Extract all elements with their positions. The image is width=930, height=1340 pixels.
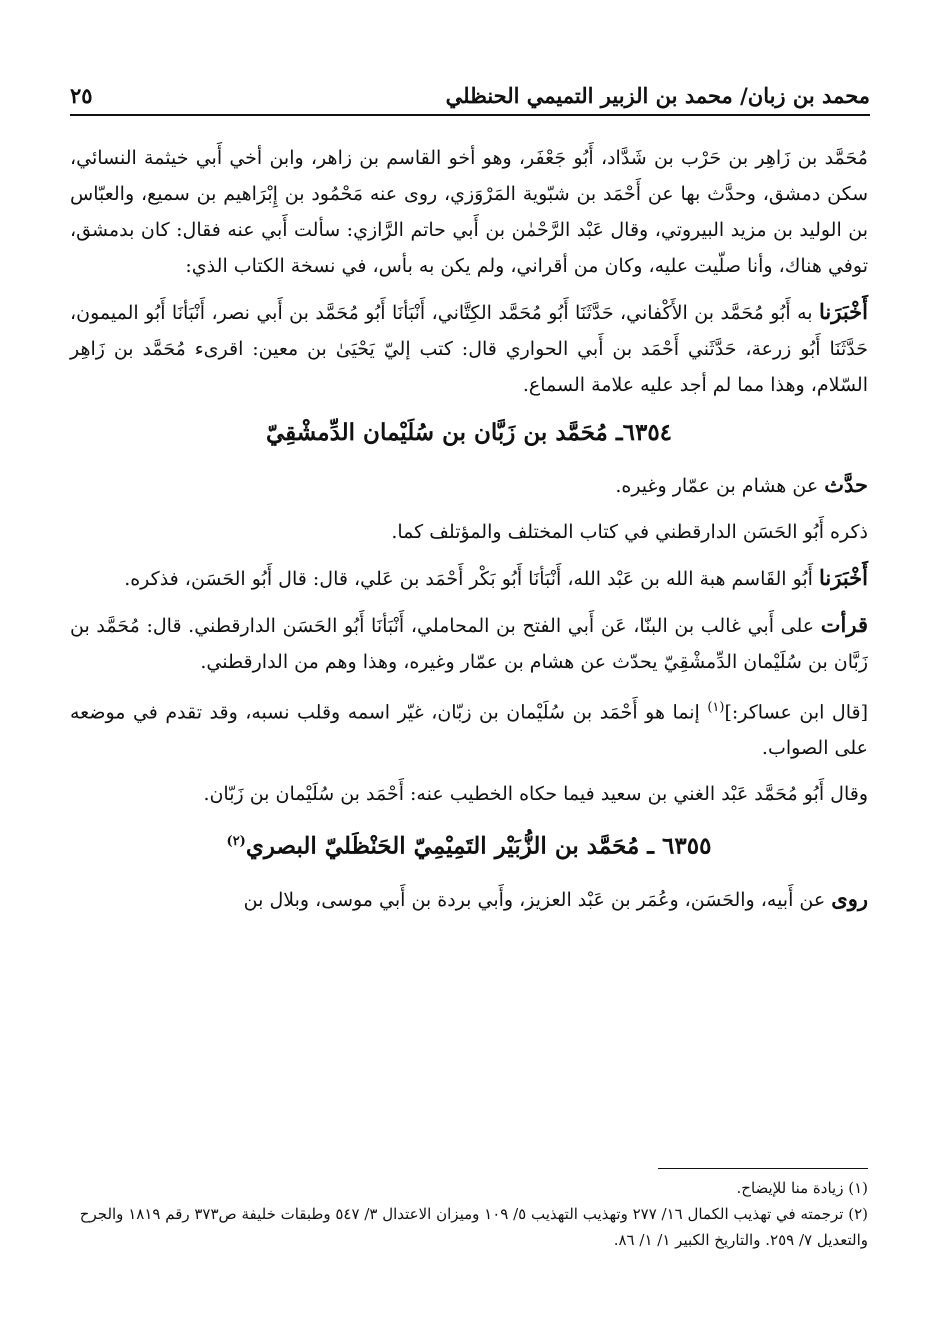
paragraph-2 <box>70 294 868 403</box>
paragraph-7-text: إنما هو أَحْمَد بن سُلَيْمان بن زبّان، غيّر اسمه وقلب نسبه، وقد تقدم في موضعه على الصواب. <box>70 701 868 760</box>
paragraph-9 <box>70 881 868 918</box>
paragraph-3-lead: حدَّث <box>824 472 868 497</box>
entry-heading-6355 <box>70 822 868 867</box>
paragraph-1 <box>70 140 868 284</box>
entry-heading-6354: ٦٣٥٤ـ مُحَمَّد بن زَبَّان بن سُلَيْمان الدِّمشْقِيّ <box>265 419 673 446</box>
paragraph-4-text: ذكره أَبُو الحَسَن الدارقطني في كتاب المختلف والمؤتلف كما. <box>391 521 868 543</box>
paragraph-3-text: عن هشام بن عمّار وغيره. <box>615 475 825 497</box>
paragraph-8-text: وقال أَبُو مُحَمَّد عَبْد الغني بن سعيد فيما حكاه الخطيب عنه: أَحْمَد بن سُلَيْمان بن زَبّان. <box>203 783 868 806</box>
paragraph-4 <box>70 514 868 550</box>
footnotes <box>70 1168 868 1253</box>
paragraph-7-bracket: [قال ابن عساكر:] <box>724 701 868 724</box>
footnote-2: (٢) ترجمته في تهذيب الكمال ١٦/ ٢٧٧ وتهذيب التهذيب ٥/ ١٠٩ وميزان الاعتدال ٣/ ٥٤٧ وطبقات خليفة ص٣٧٣ رقم ١٨١٩ والجرح والتعديل ٧/ ٢٥٩. والتاريخ الكبير ١/ ١/ ٨٦. <box>79 1205 868 1249</box>
paragraph-5-text: أَبُو القَاسم هبة الله بن عَبْد الله، أَنْبَأنَا أَبُو بَكْر أَحْمَد بن عَلي، قال: قال أَبُو الحَسَن، فذكره. <box>124 568 820 590</box>
paragraph-2-lead: أَخْبَرَنا <box>819 299 868 324</box>
paragraph-6 <box>70 607 868 680</box>
page-header <box>70 70 870 116</box>
paragraph-1-text: مُحَمَّد بن زَاهِر بن حَرْب بن شَدَّاد، أَبُو جَعْفَر، وهو أخو القاسم بن زاهر، وابن أخي أَبي خيثمة النسائي، سكن دمشق، وحدَّث بها عن أَحْمَد بن شبّوية المَرْوَزي، روى عنه مَحْمُود بن إِبْرَاهيم بن سميع، والعبّاس بن الوليد بن مزيد البيروتي، وقال عَبْد الرَّحْمٰن بن أَبي حاتم الرَّازي: سألت أَبي عنه فقال: كان بدمشق، توفي هناك، وأنا صلّيت عليه، وكان من أقراني، ولم يكن به بأس، في نسخة الكتاب الذي: <box>70 147 868 277</box>
footnote-ref-2[interactable]: (٢) <box>226 834 246 850</box>
paragraph-5-lead: أَخْبَرَنا <box>819 565 868 590</box>
page-body <box>70 140 868 928</box>
entry-heading-6355-text: ٦٣٥٥ ـ مُحَمَّد بن الزُّبَيْر التَمِيْمِيّ الحَنْظَليّ البصري <box>245 832 712 860</box>
paragraph-8 <box>70 776 868 812</box>
paragraph-5 <box>70 560 868 597</box>
running-title: محمد بن زبان/ محمد بن الزبير التميمي الحنظلي <box>445 83 870 108</box>
footnote-1: (١) زيادة منا للإيضاح. <box>736 1179 868 1197</box>
paragraph-9-text: عن أَبيه، والحَسَن، وعُمَر بن عَبْد العزيز، وأَبي بردة بن أَبي موسى، وبلال بن <box>243 888 832 911</box>
paragraph-6-text: على أَبي غالب بن البنّا، عَن أَبي الفتح بن المحاملي، أَنْبَأنَا أَبُو الحَسَن الدارقطني. قال: مُحَمَّد بن زَبَّان بن سُلَيْمان الدِّمشْقِيّ يحدّث عن هشام بن عمّار وغيره، وهذا وهم من الدارقطني. <box>70 615 868 673</box>
footnote-divider <box>658 1168 868 1169</box>
paragraph-9-lead: روى <box>831 885 868 911</box>
footnote-ref-1[interactable]: (١) <box>707 700 725 715</box>
paragraph-3 <box>70 467 868 504</box>
paragraph-2-text: به أَبُو مُحَمَّد بن الأَكْفاني، حَدَّثَنَا أَبُو مُحَمَّد الكِتَّاني، أَنْبَأنَا أَبُو مُحَمَّد بن أَبي نصر، أَنْبَأنَا أَبُو الميمون، حَدَّثَنَا أَبُو زرعة، حَدَّثَني أَحْمَد بن أَبي الحواري قال: كتب إليّ يَحْيَىٰ بن معين: اقرىء مُحَمَّد بن زَاهِر السّلام، وهذا مما لم أجد عليه علامة السماع. <box>70 302 868 396</box>
page-number: ٢٥ <box>70 83 93 108</box>
paragraph-6-lead: قرأت <box>820 612 868 637</box>
paragraph-7 <box>70 690 868 766</box>
